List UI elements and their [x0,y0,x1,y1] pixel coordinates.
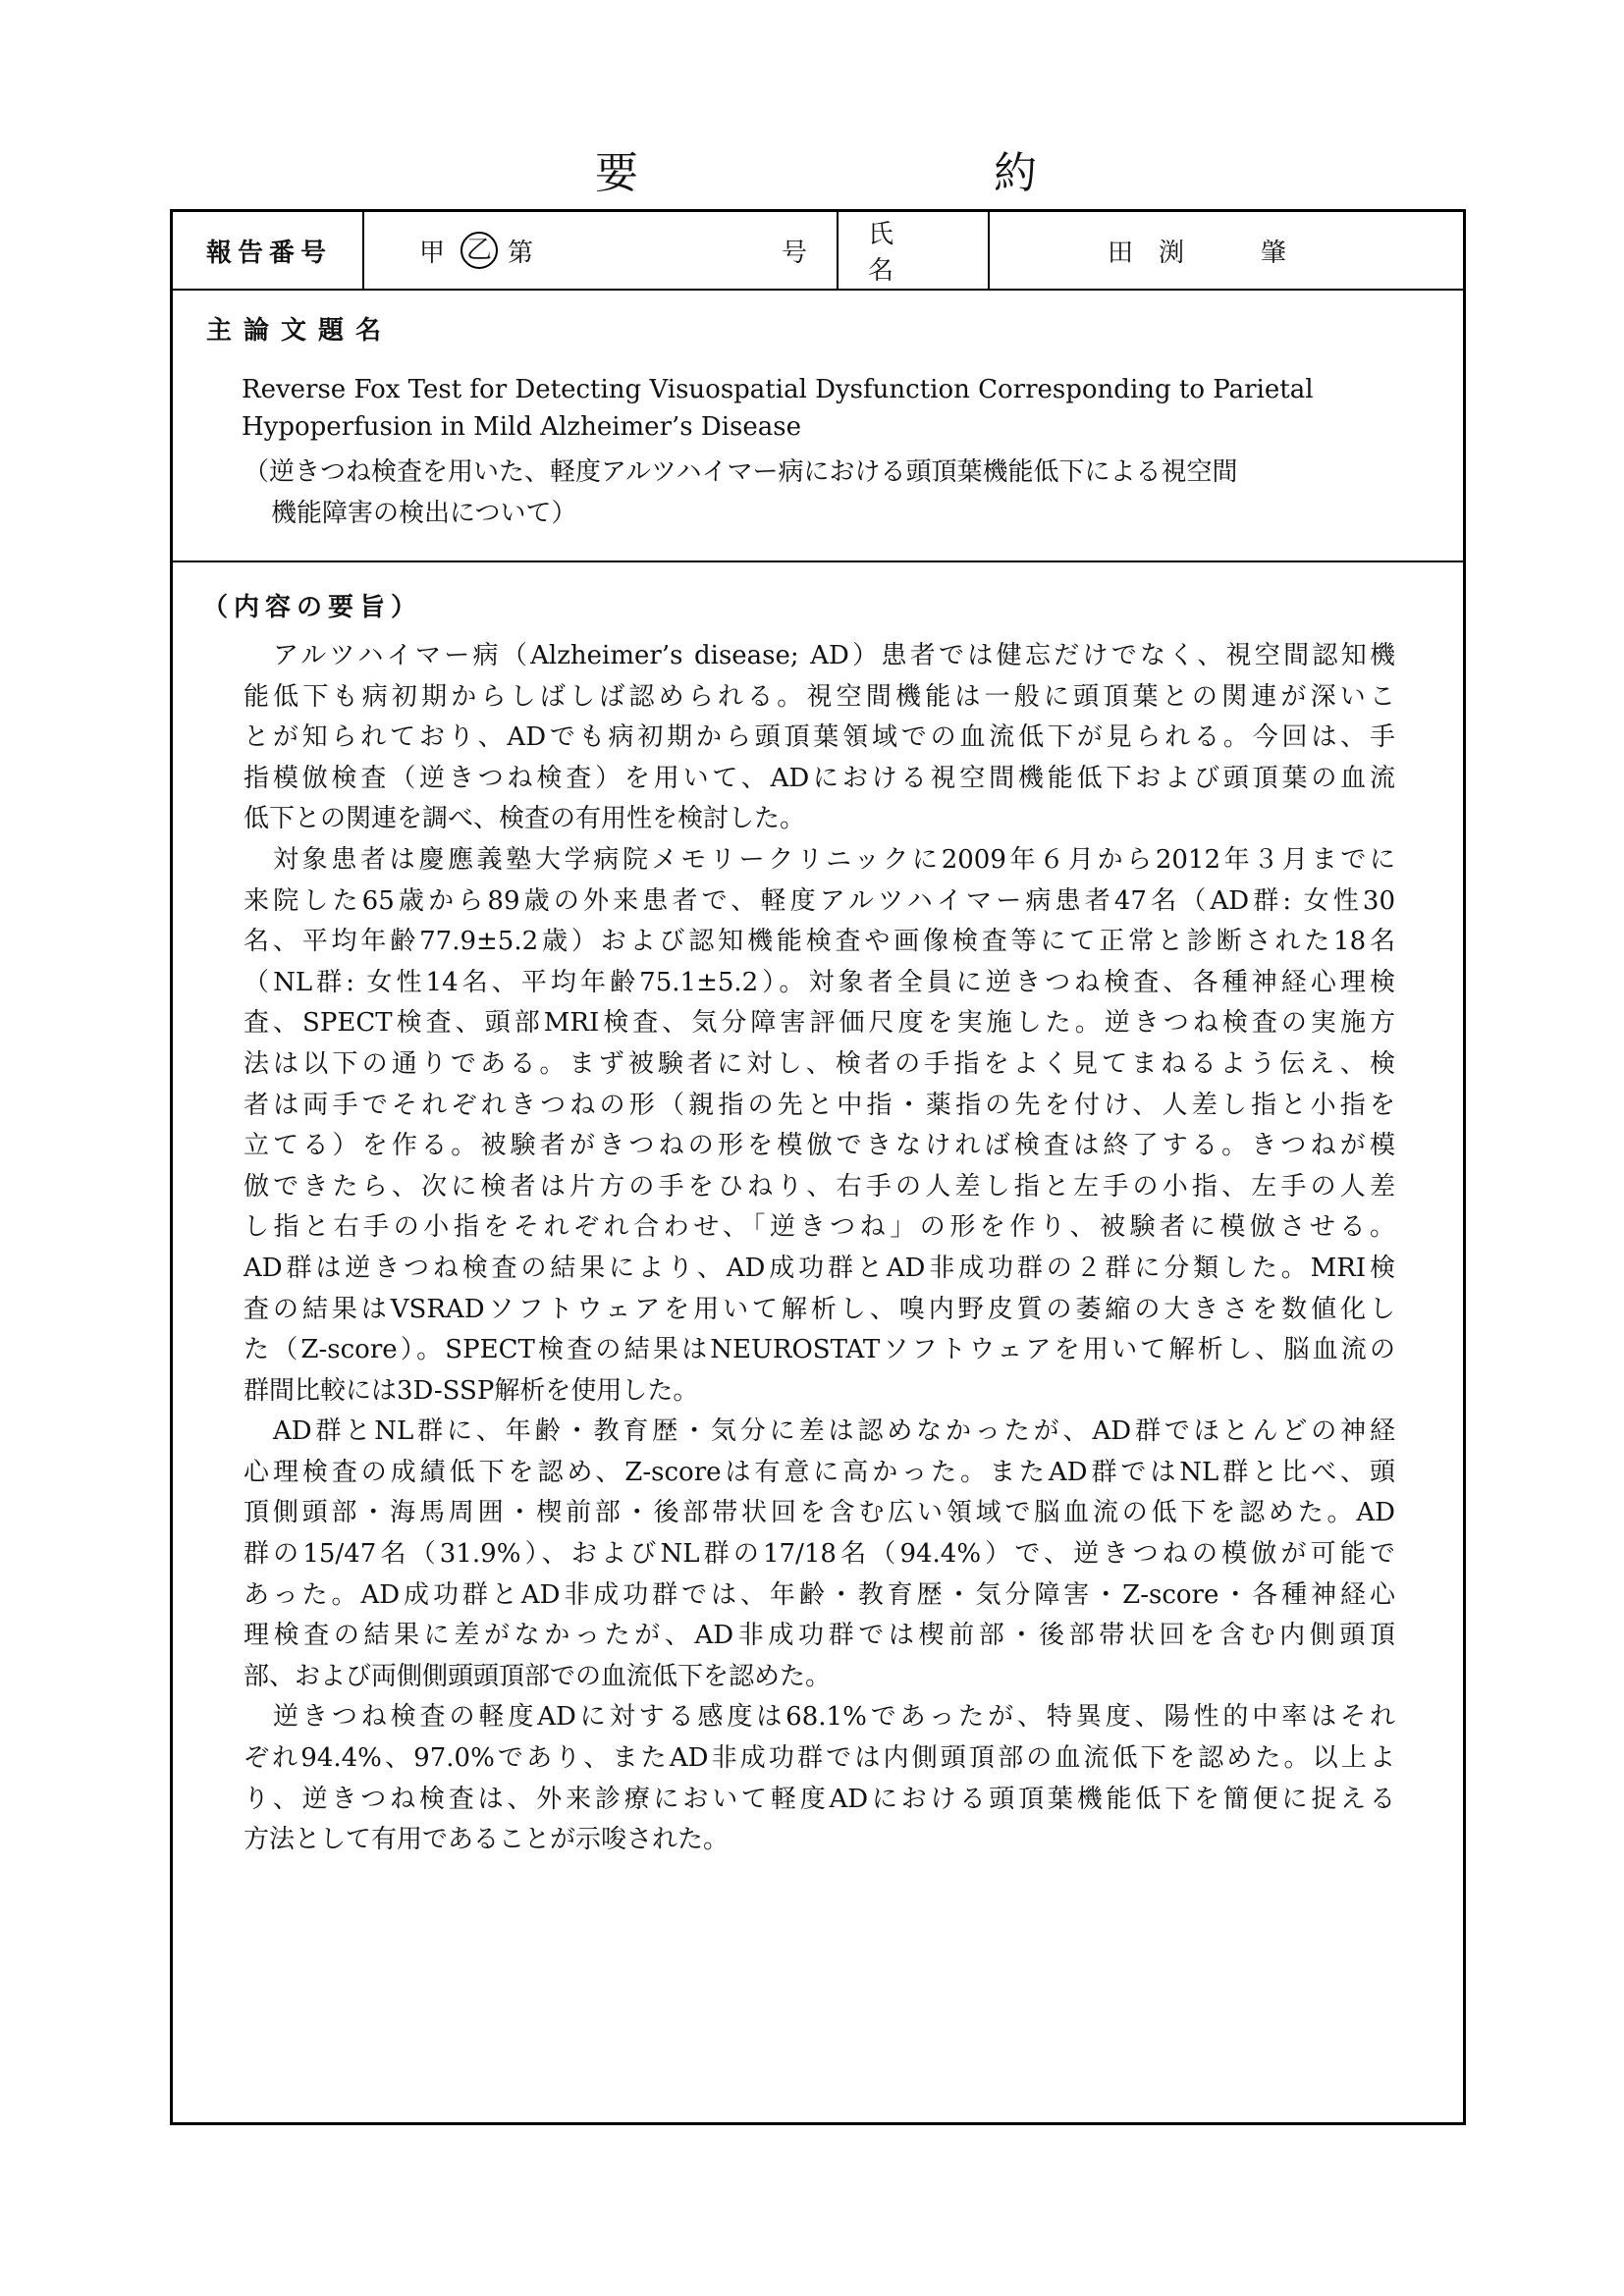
summary-line: し指と右手の小指をそれぞれ合わせ、「逆きつね」の形を作り、被験者に模倣させる。 [244,1212,1395,1243]
dai-label: 第 [508,238,534,268]
kou-option: 甲 [419,238,446,268]
summary-label: （内容の要旨） [202,593,423,622]
summary-line: ぞれ94.4%、97.0%であり、またAD非成功群では内側頭頂部の血流低下を認めた。以上よ [244,1743,1395,1774]
summary-line: 頂側頭部・海馬周囲・楔前部・後部帯状回を含む広い領域で脳血流の低下を認めた。AD [244,1498,1395,1528]
summary-line: た（Z-score）。SPECT検査の結果はNEUROSTATソフトウェアを用いて解析し、脳血流の [244,1335,1395,1365]
summary-line: 部、および両側側頭頭頂部での血流低下を認めた。 [244,1661,832,1691]
summary-line: 対象患者は慶應義塾大学病院メモリークリニックに2009年６月から2012年３月までに [273,844,1395,875]
thesis-title-label: 主論文題名 [206,316,394,346]
doc-title-char-2: 約 [994,148,1037,198]
summary-line: アルツハイマー病（Alzheimer’s disease; AD）患者では健忘だけでなく、視空間認知機 [273,641,1395,670]
thesis-title-jp-2: 機能障害の検出について） [271,499,577,528]
report-number-cell [364,212,839,289]
summary-line: あった。AD成功群とAD非成功群では、年齢・教育歴・気分障害・Z-score・各種神経心 [244,1579,1395,1610]
thesis-title-en-1: Reverse Fox Test for Detecting Visuospatial Dysfunction Corresponding to Parietal [242,375,1314,404]
thesis-title-section [173,291,1463,562]
summary-form [170,209,1466,2125]
name-label: 氏 名 [839,212,990,289]
summary-line: 査の結果はVSRADソフトウェアを用いて解析し、嗅内野皮質の萎縮の大きさを数値化し [244,1294,1395,1324]
summary-line: 群の15/47名（31.9%）、およびNL群の17/18名（94.4%）で、逆きつねの模倣が可能で [244,1539,1395,1570]
summary-line: 者は両手でそれぞれきつねの形（親指の先と中指・薬指の先を付け、人差し指と小指を [244,1090,1395,1120]
summary-line: 逆きつね検査の軽度ADに対する感度は68.1%であったが、特異度、陽性的中率はそれ [273,1702,1395,1733]
summary-line: 群間比較には3D-SSP解析を使用した。 [244,1375,699,1406]
author-name: 田 渕 肇 [1108,238,1287,268]
summary-body [244,636,1395,1861]
summary-line: AD群は逆きつね検査の結果により、AD成功群とAD非成功群の２群に分類した。MRI検 [244,1253,1395,1283]
summary-line: 倣できたら、次に検者は片方の手をひねり、右手の人差し指と左手の小指、左手の人差 [244,1171,1395,1201]
summary-line: 名、平均年齢77.9±5.2歳）および認知機能検査や画像検査等にて正常と診断された18名 [244,927,1395,957]
summary-line: とが知られており、ADでも病初期から頭頂葉領域での血流低下が見られる。今回は、手 [244,722,1395,753]
summary-line: 能低下も病初期からしばしば認められる。視空間機能は一般に頭頂葉との関連が深いこ [244,681,1395,712]
summary-line: 来院した65歳から89歳の外来患者で、軽度アルツハイマー病患者47名（AD群: 女性30 [244,885,1395,916]
report-number-label: 報告番号 [173,212,364,289]
thesis-title-jp-1: （逆きつね検査を用いた、軽度アルツハイマー病における頭頂葉機能低下による視空間 [244,457,1238,487]
doc-title-char-1: 要 [595,148,638,198]
otsu-option-circled: 乙 [460,232,498,269]
summary-line: 法は以下の通りである。まず被験者に対し、検者の手指をよく見てまねるよう伝え、検 [244,1048,1395,1079]
header-row [173,212,1463,291]
summary-line: 指模倣検査（逆きつね検査）を用いて、ADにおける視空間機能低下および頭頂葉の血流 [244,763,1395,793]
thesis-title-en-2: Hypoperfusion in Mild Alzheimer’s Disease [242,412,801,442]
summary-line: 心理検査の成績低下を認め、Z-scoreは有意に高かった。またAD群ではNL群と比べ、頭 [244,1457,1395,1487]
summary-line: AD群とNL群に、年齢・教育歴・気分に差は認めなかったが、AD群でほとんどの神経 [273,1416,1395,1447]
summary-line: り、逆きつね検査は、外来診療において軽度ADにおける頭頂葉機能低下を簡便に捉える [244,1784,1395,1814]
summary-line: 方法として有用であることが示唆された。 [244,1825,730,1855]
summary-line: 理検査の結果に差がなかったが、AD非成功群では楔前部・後部帯状回を含む内側頭頂 [244,1621,1395,1651]
summary-line: 低下との関連を調べ、検査の有用性を検討した。 [244,804,806,834]
summary-line: 査、SPECT検査、頭部MRI検査、気分障害評価尺度を実施した。逆きつね検査の実施方 [244,1008,1395,1039]
summary-line: 立てる）を作る。被験者がきつねの形を模倣できなければ検査は終了する。きつねが模 [244,1131,1395,1161]
summary-line: （NL群: 女性14名、平均年齢75.1±5.2）。対象者全員に逆きつね検査、各種神経心理検 [244,967,1395,997]
go-label: 号 [781,238,807,268]
